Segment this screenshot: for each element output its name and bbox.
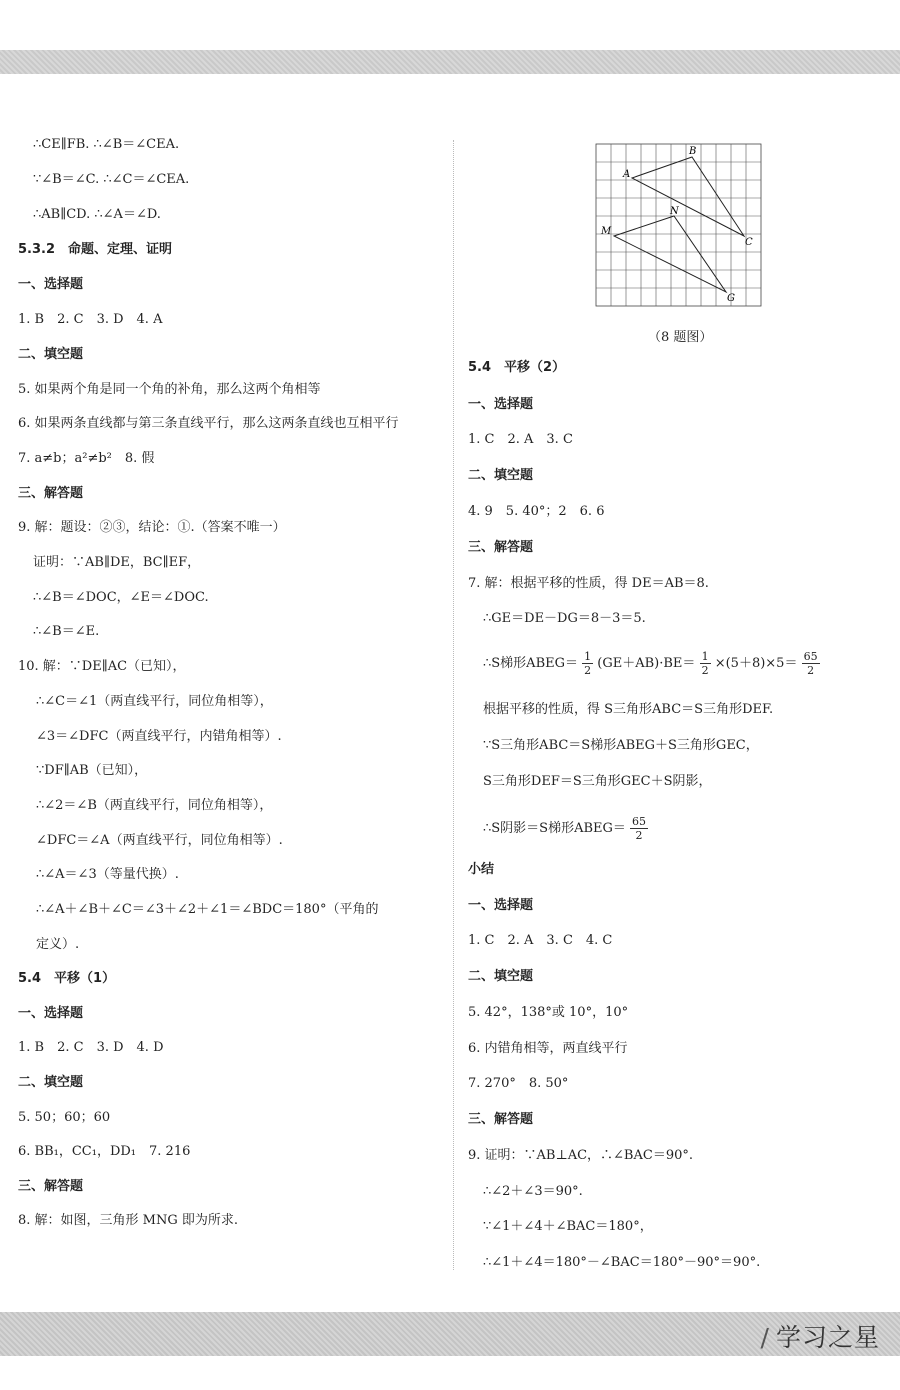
answer-line: 6. 如果两条直线都与第三条直线平行，那么这两条直线也互相平行 — [18, 416, 399, 431]
proof-line: ∵S三角形ABC＝S梯形ABEG＋S三角形GEC， — [483, 738, 759, 753]
answer-line: 4. 9 5. 40°；2 6. 6 — [468, 504, 605, 519]
proof-line: ∴∠C＝∠1（两直线平行，同位角相等）， — [36, 694, 273, 709]
proof-line: ∴∠B＝∠E. — [33, 624, 100, 639]
fraction-65-2 — [630, 815, 648, 842]
brand-slash-icon: / — [760, 1323, 770, 1352]
question-type-heading: 二、填空题 — [18, 1075, 84, 1090]
proof-line: ∴∠A＝∠3（等量代换）. — [36, 867, 179, 882]
answer-line: 1. B 2. C 3. D 4. A — [18, 312, 163, 327]
proof-line: ∠DFC＝∠A（两直线平行，同位角相等）. — [36, 833, 283, 848]
fraction-denominator: 2 — [701, 664, 709, 677]
proof-line: ∴AB∥CD. ∴∠A＝∠D. — [33, 207, 161, 222]
proof-line: ∴GE＝DE－DG＝8－3＝5. — [483, 611, 646, 626]
proof-line: ∴∠2＋∠3＝90°. — [483, 1184, 583, 1199]
answer-line: 1. C 2. A 3. C — [468, 432, 573, 447]
brand-title — [761, 1318, 880, 1354]
figure-caption: （8 题图） — [648, 330, 713, 345]
proof-line: ∴CE∥FB. ∴∠B＝∠CEA. — [33, 137, 180, 152]
point-label-m: M — [601, 226, 612, 237]
formula-line — [483, 650, 820, 677]
question-type-heading: 一、选择题 — [468, 898, 534, 913]
answer-line: 5. 如果两个角是同一个角的补角，那么这两个角相等 — [18, 382, 321, 397]
question-type-heading: 一、选择题 — [468, 397, 534, 412]
answer-line: 7. 270° 8. 50° — [468, 1076, 569, 1091]
proof-line: ∵DF∥AB（已知）， — [36, 763, 148, 778]
fraction-numerator: 1 — [701, 650, 709, 663]
question-type-heading: 三、解答题 — [468, 1112, 534, 1127]
triangle-mng — [614, 216, 726, 292]
question-type-heading: 二、填空题 — [468, 969, 534, 984]
answer-line: 6. BB₁，CC₁，DD₁ 7. 216 — [18, 1144, 191, 1159]
answer-line: 9. 证明：∵AB⊥AC，∴∠BAC＝90°. — [468, 1148, 693, 1163]
brand-text: 学习之星 — [775, 1323, 880, 1352]
answer-line: 7. 解：根据平移的性质，得 DE＝AB＝8. — [468, 576, 709, 591]
formula-text: (GE＋AB)·BE＝ — [597, 656, 696, 671]
proof-line: ∴∠1＋∠4＝180°－∠BAC＝180°－90°＝90°. — [483, 1255, 761, 1270]
answer-line: 9. 解：题设：②③，结论：①.（答案不唯一） — [18, 520, 286, 535]
formula-text: ∴S梯形ABEG＝ — [483, 656, 578, 671]
fraction-half — [582, 650, 593, 677]
point-label-n: N — [670, 206, 679, 217]
answer-line: 7. a≠b；a²≠b² 8. 假 — [18, 451, 155, 466]
answer-line: 5. 42°，138°或 10°，10° — [468, 1005, 629, 1020]
point-label-c: C — [745, 237, 753, 248]
question-type-heading: 二、填空题 — [18, 347, 84, 362]
proof-line: ∠3＝∠DFC（两直线平行，内错角相等）. — [36, 729, 282, 744]
fraction-numerator: 1 — [584, 650, 592, 663]
proof-line: 证明：∵AB∥DE，BC∥EF， — [33, 555, 201, 570]
formula-text: ∴S阴影＝S梯形ABEG＝ — [483, 821, 626, 836]
fraction-numerator: 65 — [632, 815, 647, 828]
fraction-half — [700, 650, 711, 677]
formula-text: ×(5＋8)×5＝ — [714, 656, 798, 671]
section-title: 5.4 平移（1） — [18, 971, 116, 986]
fraction-numerator: 65 — [803, 650, 818, 663]
top-decor-bar — [0, 50, 900, 74]
answer-line: 1. B 2. C 3. D 4. D — [18, 1040, 164, 1055]
fraction-denominator: 2 — [635, 829, 643, 842]
answer-line: 5. 50；60；60 — [18, 1110, 111, 1125]
proof-line: 根据平移的性质，得 S三角形ABC＝S三角形DEF. — [483, 702, 774, 717]
question-type-heading: 三、解答题 — [468, 540, 534, 555]
question-type-heading: 三、解答题 — [18, 486, 84, 501]
section-title: 5.3.2 命题、定理、证明 — [18, 242, 173, 257]
question-type-heading: 二、填空题 — [468, 468, 534, 483]
section-title: 5.4 平移（2） — [468, 360, 566, 375]
fraction-denominator: 2 — [584, 664, 592, 677]
fraction-denominator: 2 — [807, 664, 815, 677]
point-label-b: B — [689, 146, 697, 157]
formula-line — [483, 815, 648, 842]
question-type-heading: 一、选择题 — [18, 1006, 84, 1021]
section-title: 小结 — [468, 862, 495, 877]
proof-line: ∴∠A＋∠B＋∠C＝∠3＋∠2＋∠1＝∠BDC＝180°（平角的 — [36, 902, 379, 917]
proof-line: S三角形DEF＝S三角形GEC＋S阴影， — [483, 774, 712, 789]
proof-line: ∴∠B＝∠DOC，∠E＝∠DOC. — [33, 590, 209, 605]
proof-line: ∴∠2＝∠B（两直线平行，同位角相等）， — [36, 798, 273, 813]
point-label-g: G — [727, 293, 735, 304]
answer-line: 1. C 2. A 3. C 4. C — [468, 933, 613, 948]
answer-line: 10. 解：∵DE∥AC（已知）， — [18, 659, 186, 674]
column-divider — [453, 140, 454, 1270]
answer-line: 8. 解：如图，三角形 MNG 即为所求. — [18, 1213, 239, 1228]
proof-line: 定义）. — [36, 937, 80, 952]
proof-line: ∵∠B＝∠C. ∴∠C＝∠CEA. — [33, 172, 190, 187]
fraction-65-2 — [802, 650, 820, 677]
proof-line: ∵∠1＋∠4＋∠BAC＝180°， — [483, 1219, 653, 1234]
answer-line: 6. 内错角相等，两直线平行 — [468, 1041, 628, 1056]
question-type-heading: 三、解答题 — [18, 1179, 84, 1194]
grid-figure — [590, 140, 770, 310]
point-label-a: A — [623, 169, 631, 180]
question-type-heading: 一、选择题 — [18, 277, 84, 292]
